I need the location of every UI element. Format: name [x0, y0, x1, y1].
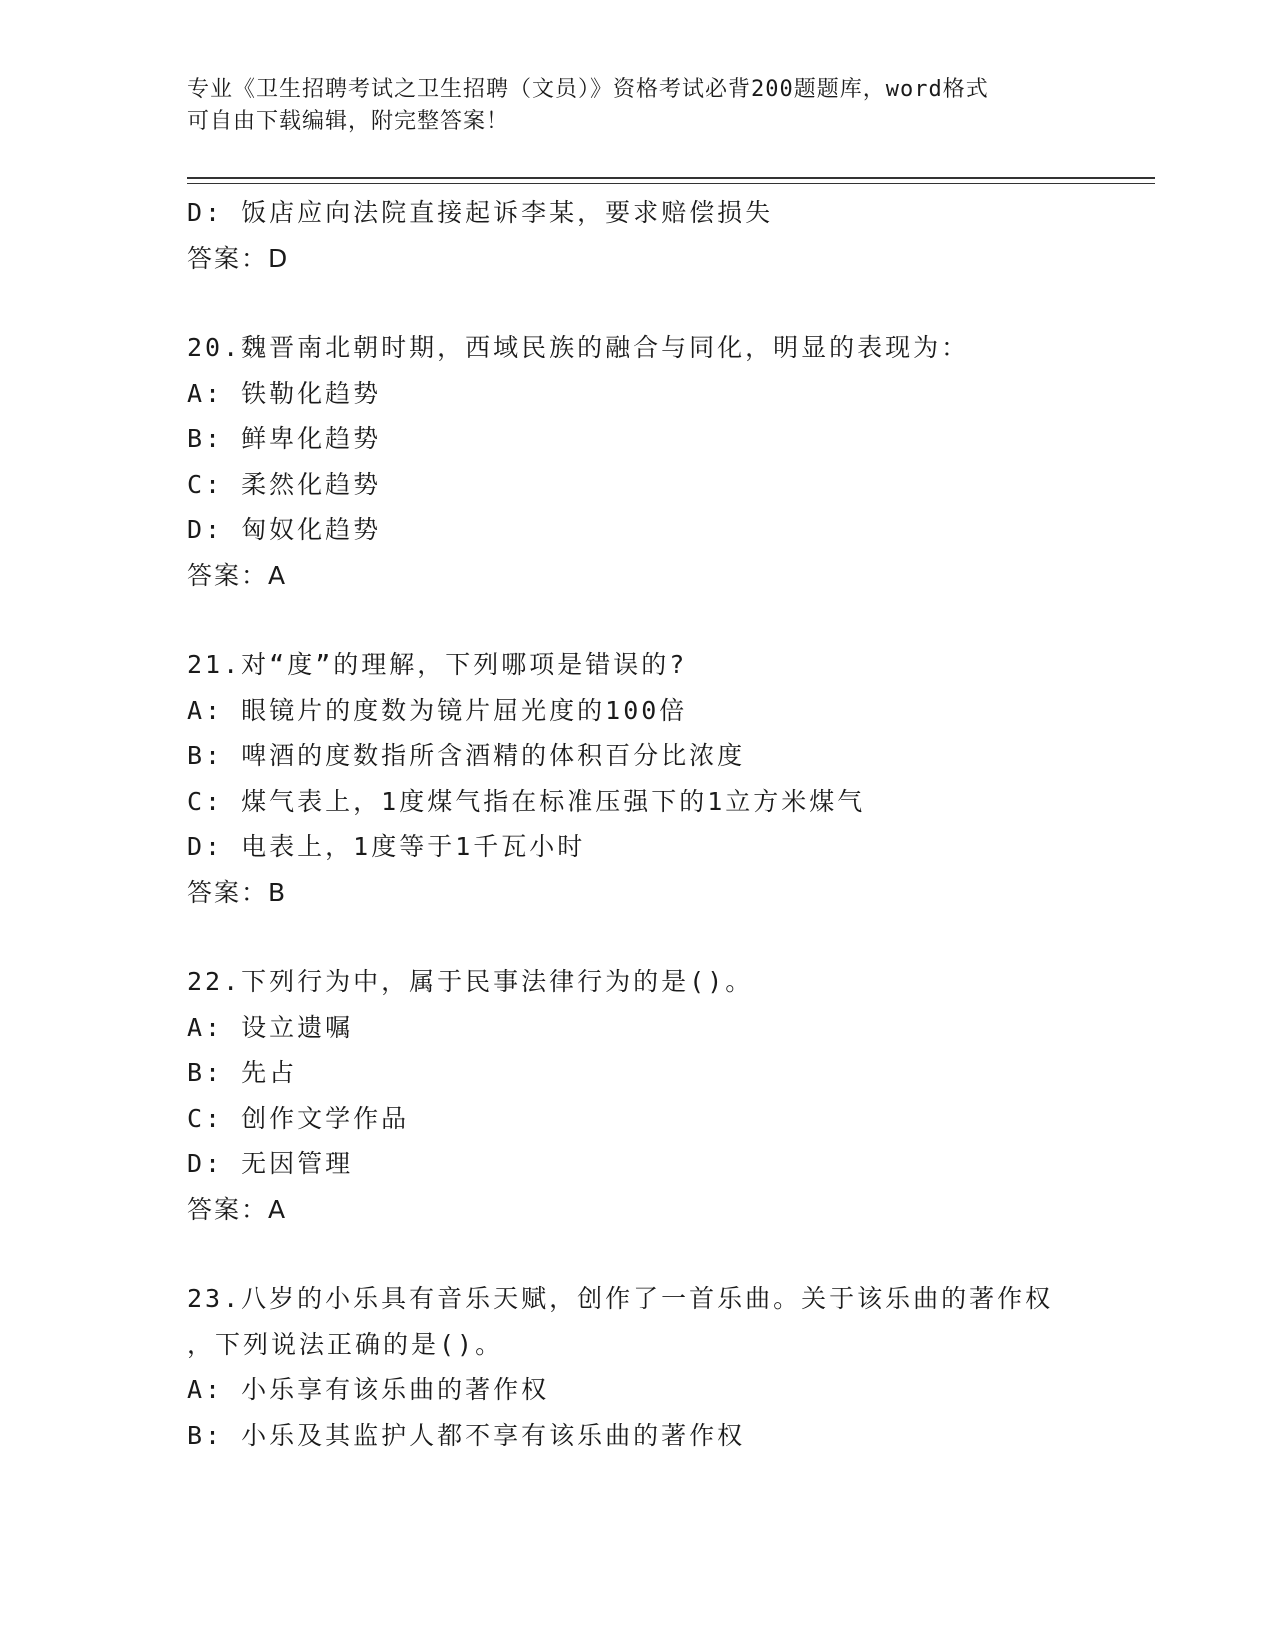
option-b: B: 鲜卑化趋势	[187, 424, 382, 453]
option-a: A: 小乐享有该乐曲的著作权	[187, 1375, 550, 1404]
header-line-2: 可自由下载编辑，附完整答案！	[187, 109, 510, 134]
question-block-21	[187, 642, 1147, 915]
question-stem: 21.对“度”的理解，下列哪项是错误的?	[187, 650, 688, 679]
question-stem-line-2: ，下列说法正确的是()。	[187, 1329, 504, 1359]
option-d: D: 匈奴化趋势	[187, 515, 382, 544]
option-d: D: 饭店应向法院直接起诉李某，要求赔偿损失	[187, 198, 774, 227]
question-list	[187, 190, 1147, 1458]
answer-line: 答案：A	[187, 560, 288, 590]
option-c: C: 煤气表上，1度煤气指在标准压强下的1立方米煤气	[187, 786, 866, 816]
option-c: C: 柔然化趋势	[187, 469, 382, 499]
option-a: A: 眼镜片的度数为镜片屈光度的100倍	[187, 695, 688, 725]
question-stem: 20.魏晋南北朝时期，西域民族的融合与同化，明显的表现为：	[187, 333, 970, 362]
option-a: A: 设立遗嘱	[187, 1012, 354, 1042]
answer-line: 答案：A	[187, 1194, 288, 1224]
page-header	[187, 74, 1087, 138]
question-block-prev	[187, 190, 1147, 281]
question-block-20	[187, 325, 1147, 598]
question-block-22	[187, 959, 1147, 1232]
option-b: B: 啤酒的度数指所含酒精的体积百分比浓度	[187, 741, 746, 770]
answer-line: 答案：B	[187, 877, 288, 907]
header-line-1: 专业《卫生招聘考试之卫生招聘（文员）》资格考试必背200题题库，word格式	[187, 77, 989, 102]
option-b: B: 先占	[187, 1058, 298, 1087]
question-stem-line-1: 23.八岁的小乐具有音乐天赋，创作了一首乐曲。关于该乐曲的著作权	[187, 1284, 1054, 1313]
header-rule-thick	[187, 177, 1155, 179]
header-rule-thin	[187, 183, 1155, 184]
option-b: B: 小乐及其监护人都不享有该乐曲的著作权	[187, 1420, 746, 1450]
question-stem: 22.下列行为中，属于民事法律行为的是()。	[187, 967, 754, 996]
option-a: A: 铁勒化趋势	[187, 378, 382, 408]
option-d: D: 无因管理	[187, 1149, 354, 1178]
question-block-23	[187, 1276, 1147, 1458]
answer-line: 答案：D	[187, 243, 290, 273]
option-d: D: 电表上，1度等于1千瓦小时	[187, 832, 586, 861]
option-c: C: 创作文学作品	[187, 1103, 410, 1133]
